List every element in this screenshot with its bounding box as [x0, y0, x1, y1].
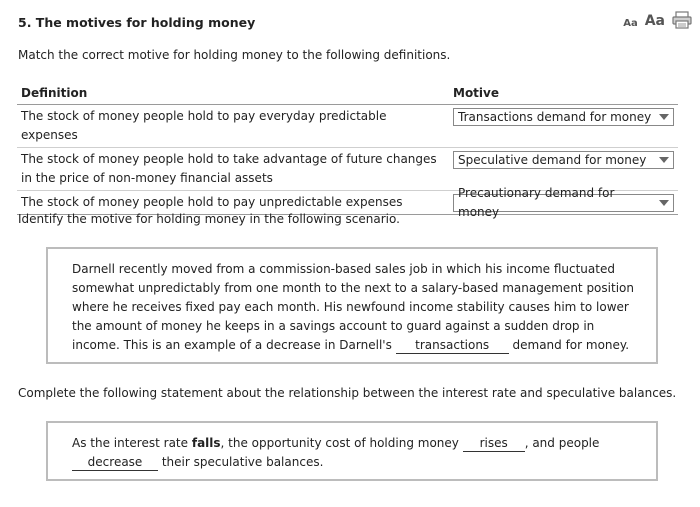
definition-cell: The stock of money people hold to take advantage of future changes in the price of non-money financial assets: [17, 148, 449, 191]
question-title: 5. The motives for holding money: [18, 15, 256, 30]
table-row: [17, 105, 678, 148]
dropdown-arrow-icon: [659, 157, 669, 163]
dropdown-arrow-icon: [659, 200, 669, 206]
statement-part2: , the opportunity cost of holding money: [220, 436, 459, 450]
increase-font-button[interactable]: Aa: [644, 13, 665, 29]
selected-motive: Speculative demand for money: [458, 152, 647, 167]
selected-motive: Precautionary demand for money: [458, 186, 615, 219]
selected-motive: Transactions demand for money: [458, 109, 652, 124]
statement-part4: their speculative balances.: [161, 455, 324, 469]
instructions: Match the correct motive for holding money to the following definitions.: [18, 48, 451, 62]
statement-part1: As the interest rate: [72, 436, 189, 450]
scenario-box: [46, 247, 658, 364]
motive-dropdown-2[interactable]: [453, 151, 674, 169]
scenario-text: Darnell recently moved from a commission-based sales job in which his income fluctuated somewhat unpredictably from one month to the next to a salary-based management position where he receives fixed pay each month. His newfound income stability causes him to lower the amount of money he keeps in a savings account to guard against a sudden drop in income. This is an example of a decrease in Darnell's: [72, 262, 634, 352]
motive-header: Motive: [449, 83, 678, 105]
motive-dropdown-3[interactable]: [453, 186, 674, 219]
statement-answer-blank-2[interactable]: decrease: [72, 454, 158, 471]
toolbar: [623, 11, 692, 29]
decrease-font-button[interactable]: Aa: [623, 18, 638, 29]
statement-prompt: Complete the following statement about the relationship between the interest rate and speculative balances.: [18, 386, 677, 400]
motive-dropdown-1[interactable]: [453, 108, 674, 126]
scenario-prompt: Identify the motive for holding money in the following scenario.: [18, 212, 400, 226]
dropdown-arrow-icon: [659, 114, 669, 120]
statement-part3: , and people: [524, 436, 600, 450]
definition-cell: The stock of money people hold to pay everyday predictable expenses: [17, 105, 449, 148]
print-icon[interactable]: [672, 11, 692, 29]
scenario-answer-blank[interactable]: transactions: [396, 337, 509, 354]
definition-header: Definition: [17, 83, 449, 105]
table-row: [17, 191, 678, 215]
statement-answer-blank-1[interactable]: rises: [463, 435, 525, 452]
scenario-suffix: demand for money.: [512, 338, 630, 352]
statement-box: [46, 421, 658, 481]
statement-bold-word: falls: [191, 436, 221, 450]
definition-cell: The stock of money people hold to pay unpredictable expenses: [17, 191, 449, 215]
